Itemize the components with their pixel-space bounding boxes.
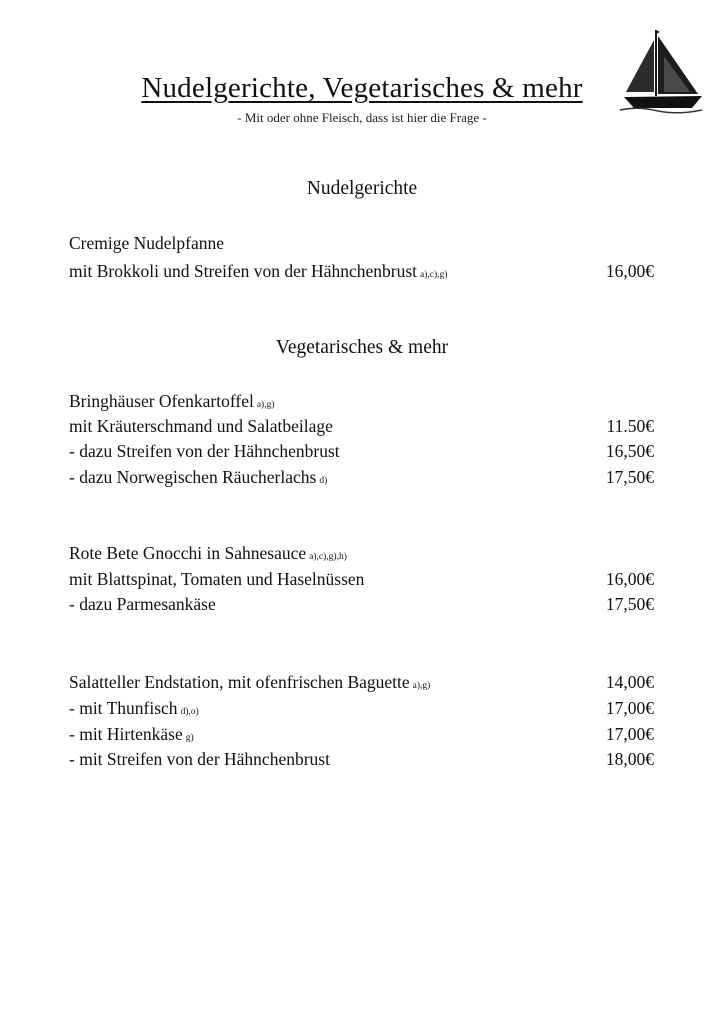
allergen-codes: d) (319, 476, 328, 486)
menu-item-name-text: Cremige Nudelpfanne (69, 233, 225, 253)
menu-item-price: 18,00€ (605, 749, 654, 769)
menu-item-name (69, 389, 654, 413)
menu-item-price: 14,00€ (605, 672, 654, 692)
allergen-codes: a),g) (256, 400, 275, 410)
allergen-codes: d),o) (180, 707, 199, 717)
menu-item-name (69, 541, 654, 565)
allergen-codes: a),g) (412, 681, 431, 691)
menu-item-line (69, 414, 654, 438)
menu-item-price: 16,00€ (605, 569, 654, 589)
menu-item-name-text: Rote Bete Gnocchi in Sahnesauce (69, 543, 307, 563)
menu-item-price: 16,00€ (605, 261, 654, 281)
menu-item-price: 16,50€ (605, 441, 654, 461)
menu-item-name (69, 670, 654, 694)
menu-item-description: - dazu Norwegischen Räucherlachs (69, 467, 317, 487)
menu-item-description: mit Blattspinat, Tomaten und Haselnüssen (69, 569, 365, 589)
sailboat-icon (618, 26, 704, 116)
allergen-codes: a),c),g),h) (309, 552, 347, 562)
allergen-codes: g) (185, 733, 194, 743)
menu-item-description: - mit Streifen von der Hähnchenbrust (69, 749, 330, 769)
menu-item-name (69, 231, 654, 255)
menu-item-description: mit Brokkoli und Streifen von der Hähnchenbrust (69, 261, 417, 281)
menu-item-description: - dazu Streifen von der Hähnchenbrust (69, 441, 340, 461)
page-subtitle: - Mit oder ohne Fleisch, dass ist hier die Frage - (237, 110, 487, 125)
menu-item-name-text: Salatteller Endstation, mit ofenfrischen Baguette (69, 672, 410, 692)
menu-item-description: mit Kräuterschmand und Salatbeilage (69, 416, 333, 436)
menu-item-line (69, 567, 654, 591)
menu-item-line (69, 465, 654, 489)
menu-item-price: 17,00€ (605, 724, 654, 744)
menu-item-price: 17,50€ (605, 467, 654, 487)
menu-item-line (69, 439, 654, 463)
menu-item-line (69, 747, 654, 771)
menu-item-name-text: Bringhäuser Ofenkartoffel (69, 391, 254, 411)
menu-item-line (69, 696, 654, 720)
menu-item-description: - mit Thunfisch (69, 698, 178, 718)
menu-item-line (69, 592, 654, 616)
menu-item-description: - mit Hirtenkäse (69, 724, 183, 744)
section-heading-nudelgerichte: Nudelgerichte (306, 178, 418, 199)
menu-item-price: 17,50€ (605, 594, 654, 614)
menu-item-price: 11.50€ (606, 416, 654, 436)
page-title: Nudelgerichte, Vegetarisches & mehr (141, 72, 583, 104)
menu-item-line (69, 259, 654, 283)
menu-item-description: - dazu Parmesankäse (69, 594, 216, 614)
allergen-codes: a),c),g) (420, 270, 448, 280)
section-heading-vegetarisches: Vegetarisches & mehr (275, 337, 449, 358)
menu-item-line (69, 722, 654, 746)
menu-item-price: 17,00€ (605, 698, 654, 718)
